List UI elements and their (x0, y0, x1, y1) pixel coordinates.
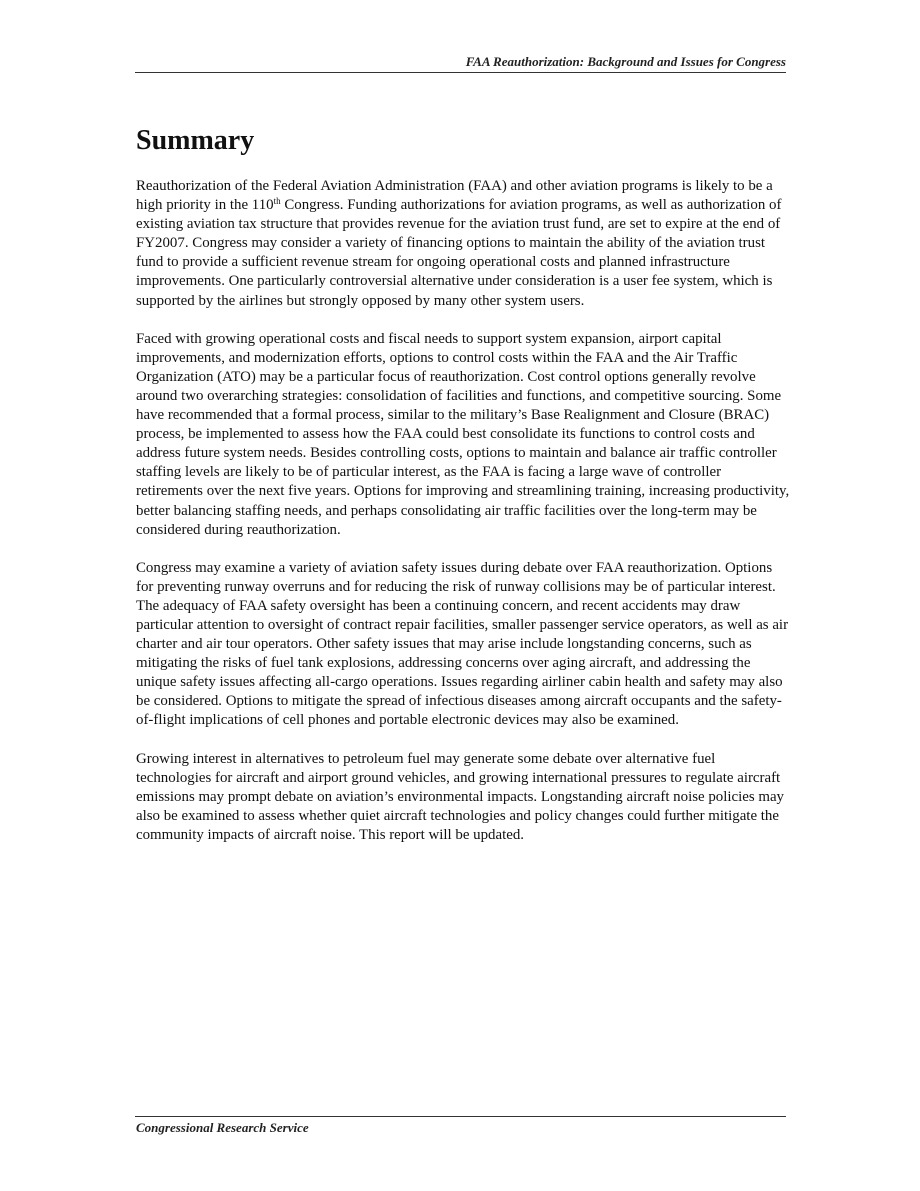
summary-body (136, 177, 790, 864)
paragraph-1-text-start: Reauthorization of the Federal Aviation Administration (FAA) and other aviation programs is likely to be a high priority in the 110 (136, 178, 773, 214)
ordinal-superscript: th (273, 196, 281, 207)
running-header-title: FAA Reauthorization: Background and Issues for Congress (465, 54, 786, 69)
page-title: Summary (136, 125, 255, 156)
summary-paragraph-3: Congress may examine a variety of aviation safety issues during debate over FAA reauthorization. Options for preventing runway overruns and for reducing the risk of runway collisions may be of particular interest. The adequacy of FAA safety oversight has been a continuing concern, and recent accidents may draw particular attention to oversight of contract repair facilities, smaller passenger service operators, as well as air charter and air tour operators. Other safety issues that may arise include longstanding concerns, such as mitigating the risks of fuel tank explosions, addressing concerns over aging aircraft, and addressing the unique safety issues affecting all-cargo operations. Issues regarding airliner cabin health and safety may also be considered. Options to mitigate the spread of infectious diseases among aircraft occupants and the safety-of-flight implications of cell phones and portable electronic devices may also be examined. (136, 559, 789, 729)
paragraph-1-text-end: Congress. Funding authorizations for aviation programs, as well as authorization of existing aviation tax structure that provides revenue for the aviation trust fund, are set to expire at the end of FY2007. Congress may consider a variety of financing options to maintain the ability of the aviation trust fund to provide a sufficient revenue stream for ongoing operational costs and planned infrastructure improvements. One particularly controversial alternative under consideration is a user fee system, which is supported by the airlines but strongly opposed by many other system users. (136, 197, 782, 309)
header-rule (135, 72, 786, 73)
footer-source: Congressional Research Service (136, 1120, 309, 1135)
summary-paragraph-1 (136, 177, 790, 311)
footer-rule (135, 1116, 786, 1117)
summary-paragraph-4: Growing interest in alternatives to petroleum fuel may generate some debate over alternative fuel technologies for aircraft and airport ground vehicles, and growing international pressures to regulate aircraft emissions may prompt debate on aviation’s environmental impacts. Longstanding aircraft noise policies may also be examined to assess whether quiet aircraft technologies and policy changes could further mitigate the community impacts of aircraft noise. This report will be updated. (136, 750, 785, 843)
summary-paragraph-2: Faced with growing operational costs and fiscal needs to support system expansion, airport capital improvements, and modernization efforts, options to control costs within the FAA and the Air Traffic Organization (ATO) may be a particular focus of reauthorization. Cost control options generally revolve around two overarching strategies: consolidation of facilities and functions, and competitive sourcing. Some have recommended that a formal process, similar to the military’s Base Realignment and Closure (BRAC) process, be implemented to assess how the FAA could best consolidate its functions to control costs and address future system needs. Besides controlling costs, options to maintain and balance air traffic controller staffing levels are likely to be of particular interest, as the FAA is facing a large wave of controller retirements over the next five years. Options for improving and streamlining training, increasing productivity, better balancing staffing needs, and perhaps consolidating air traffic facilities over the long-term may be considered during reauthorization. (136, 330, 790, 538)
